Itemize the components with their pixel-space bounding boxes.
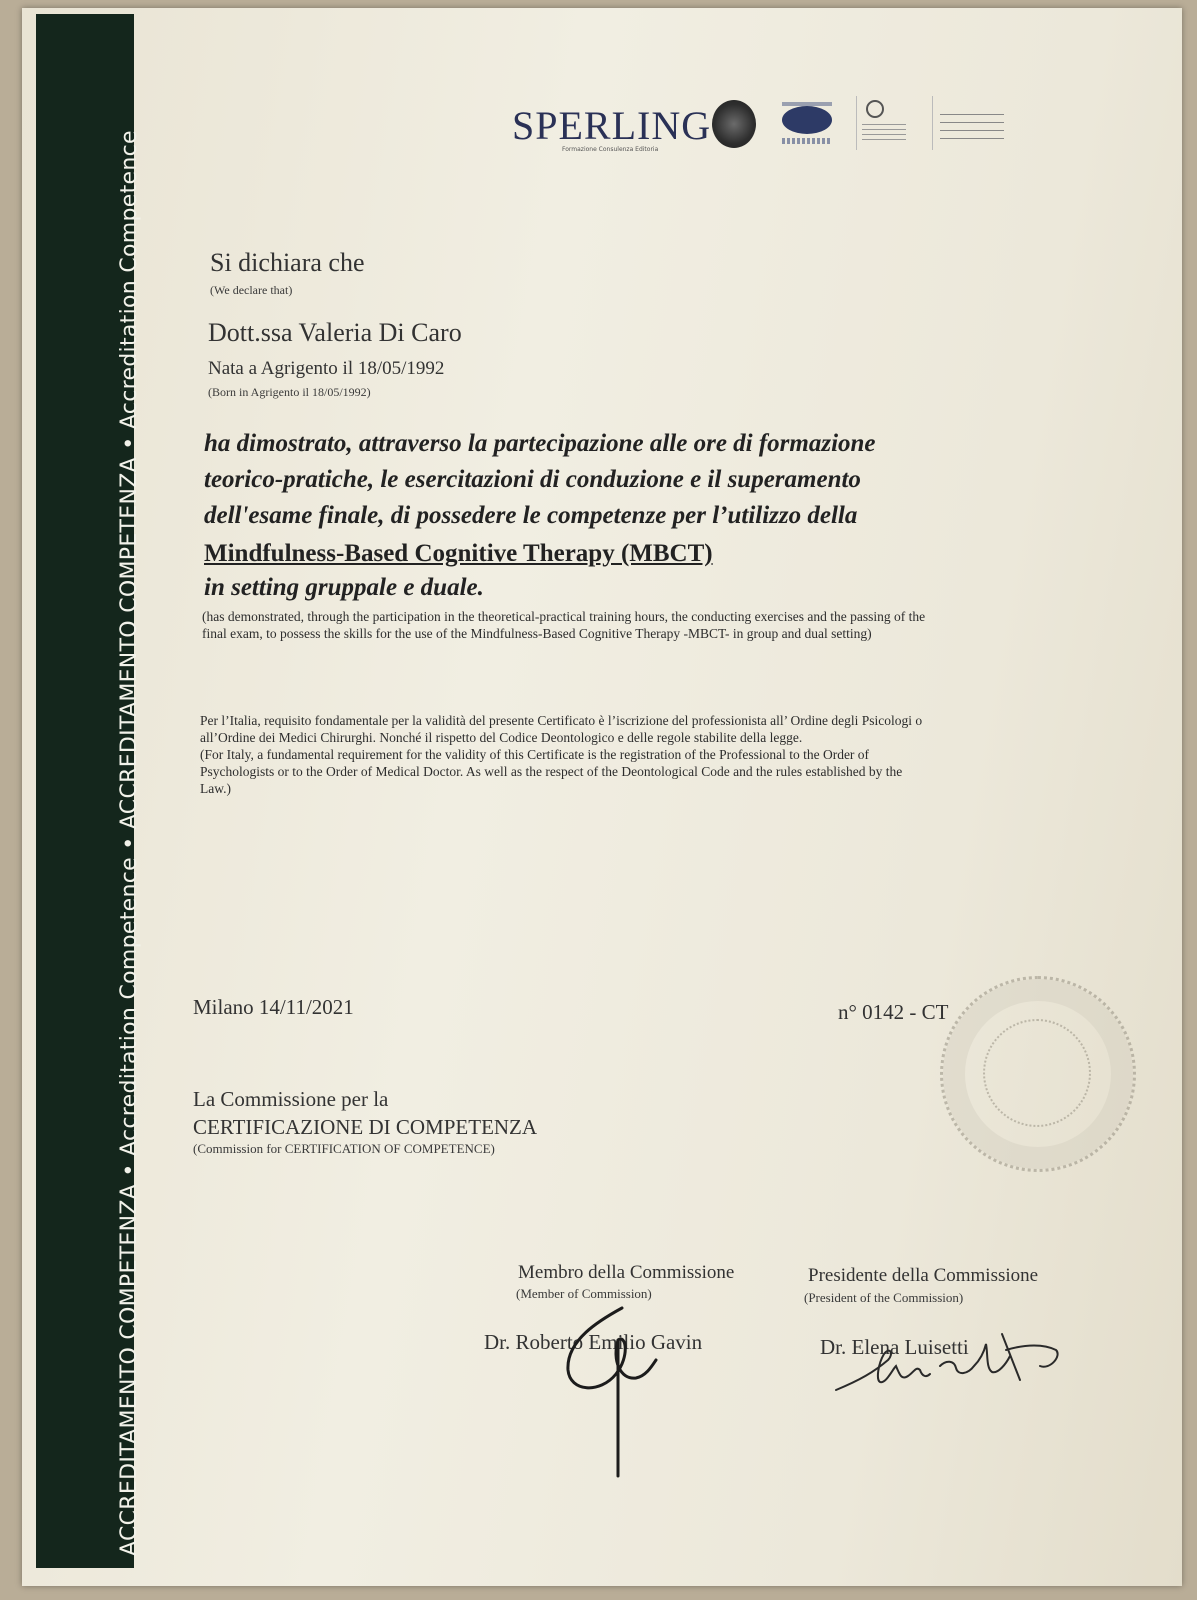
- band-separator: •: [117, 829, 142, 858]
- side-band-text: [85, 16, 175, 1556]
- member-signature: [560, 1300, 680, 1480]
- requirement-line: all’Ordine dei Medici Chirurghi. Nonché il rispetto del Codice Deontologico e delle regole stabilite della legge.: [200, 730, 803, 745]
- requirement-line: Psychologists or to the Order of Medical Doctor. As well as the respect of the Deontological Code and the rules established by the: [200, 764, 903, 779]
- declare-heading-en: (We declare that): [210, 283, 293, 297]
- president-signature: [830, 1320, 1080, 1400]
- birth-info: Nata a Agrigento il 18/05/1992: [208, 358, 445, 379]
- statement-en: [202, 608, 1062, 642]
- statement-line: in setting gruppale e duale.: [204, 574, 484, 601]
- band-segment: Accreditation Competence: [117, 130, 142, 430]
- president-role-en: (President of the Commission): [804, 1290, 964, 1305]
- band-segment: ACCREDITAMENTO COMPETENZA: [117, 1183, 142, 1556]
- accreditation-logo: [782, 106, 832, 134]
- place-date: Milano 14/11/2021: [193, 995, 354, 1019]
- statement-en-line: final exam, to possess the skills for the use of the Mindfulness-Based Cognitive Therapy -MBCT- in group and dual setting): [202, 626, 872, 641]
- statement-line: dell'esame finale, di possedere le competenze per l’utilizzo della: [204, 502, 858, 529]
- logo-divider: [932, 96, 933, 150]
- member-role-en: (Member of Commission): [516, 1286, 652, 1301]
- band-segment: ACCREDITAMENTO COMPETENZA: [117, 457, 142, 830]
- iso-logo-caption: [862, 124, 906, 144]
- commission-title-en: (Commission for CERTIFICATION OF COMPETENCE): [193, 1141, 495, 1156]
- commission-line: La Commissione per la: [193, 1087, 389, 1111]
- therapy-title: Mindfulness-Based Cognitive Therapy (MBCT): [204, 540, 713, 567]
- president-role: Presidente della Commissione: [808, 1265, 1039, 1286]
- statement-line: ha dimostrato, attraverso la partecipazione alle ore di formazione: [204, 430, 876, 457]
- recipient-name: Dott.ssa Valeria Di Caro: [208, 318, 462, 347]
- sperling-logo: SPERLING: [512, 103, 712, 148]
- band-separator: •: [117, 429, 142, 458]
- member-role: Membro della Commissione: [518, 1262, 735, 1283]
- certificate-number: n° 0142 - CT: [838, 1000, 949, 1024]
- iso-logo: [866, 100, 884, 118]
- commission-title: CERTIFICAZIONE DI COMPETENZA: [193, 1115, 538, 1139]
- accreditation-logo-caption: [782, 138, 832, 144]
- birth-info-en: (Born in Agrigento il 18/05/1992): [208, 385, 371, 399]
- band-segment: Accreditation Competence: [117, 857, 142, 1156]
- logo-row: [500, 96, 1060, 176]
- statement-line: teorico-pratiche, le esercitazioni di conduzione e il superamento: [204, 466, 861, 493]
- embossed-seal-inner: [983, 1019, 1091, 1127]
- validity-requirement: [200, 712, 1060, 797]
- seal-logo: [712, 100, 756, 148]
- declare-heading: Si dichiara che: [210, 248, 365, 277]
- requirement-line: Law.): [200, 781, 231, 796]
- president-name: Dr. Elena Luisetti: [820, 1335, 969, 1359]
- sperling-logo-subtitle: Formazione Consulenza Editoria: [562, 146, 659, 153]
- requirement-line: (For Italy, a fundamental requirement for the validity of this Certificate is the registration of the Professional to the Order of: [200, 747, 870, 762]
- requirement-line: Per l’Italia, requisito fondamentale per la validità del presente Certificato è l’iscrizione del professionista all’ Ordine degli Psicologi o: [200, 713, 923, 728]
- band-separator: •: [117, 1156, 142, 1184]
- embossed-seal: [940, 976, 1136, 1172]
- member-name: Dr. Roberto Emilio Gavin: [484, 1330, 703, 1354]
- region-accreditation-note: [940, 114, 1004, 140]
- statement-en-line: (has demonstrated, through the participation in the theoretical-practical training hours, the conducting exercises and the passing of the: [202, 609, 926, 624]
- logo-divider: [856, 96, 857, 150]
